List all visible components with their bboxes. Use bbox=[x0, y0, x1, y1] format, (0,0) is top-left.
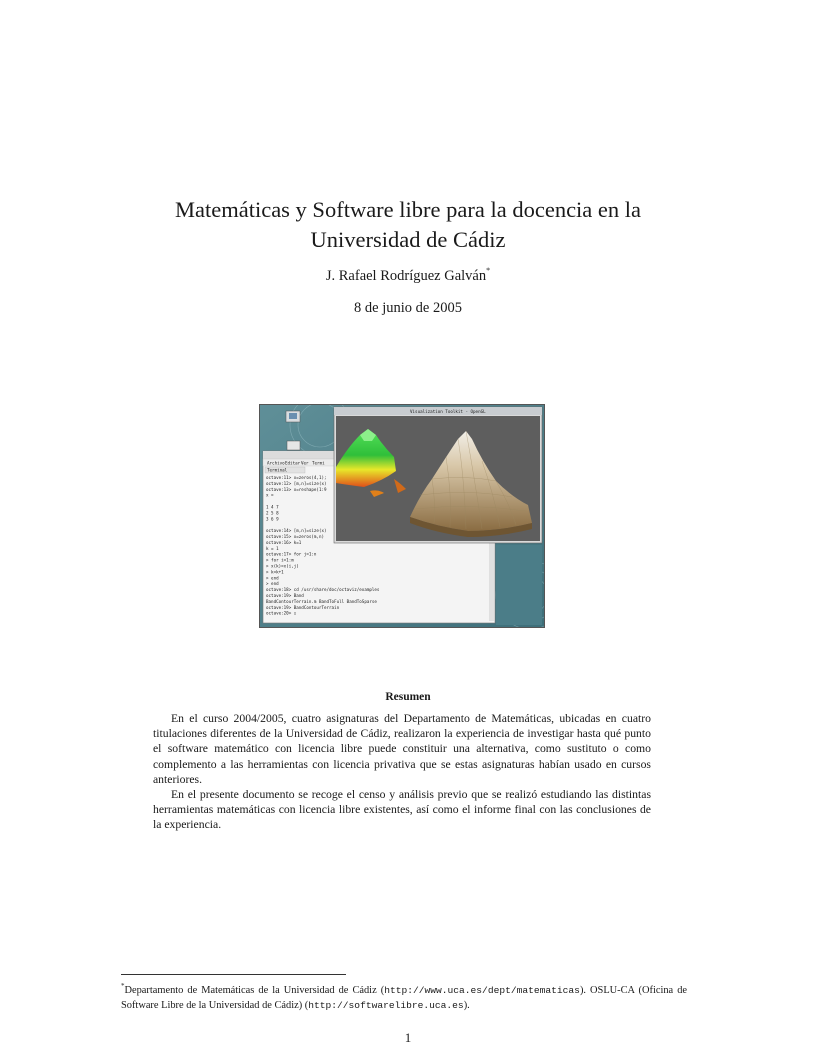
date: 8 de junio de 2005 bbox=[354, 300, 462, 316]
terminal-line: k = 1 bbox=[266, 545, 279, 551]
terminal-line: octave:19> BandContourTerrain bbox=[266, 604, 340, 610]
terminal-line: > x(k)=x(i,j) bbox=[266, 563, 299, 569]
terminal-line: > end bbox=[266, 575, 279, 581]
terminal-line: > for i=1:m bbox=[266, 557, 294, 563]
paper-title bbox=[100, 195, 716, 255]
terminal-line: octave:11> x=zeros(4,1); bbox=[266, 475, 327, 480]
terminal-line: x = bbox=[266, 492, 274, 498]
terminal-line: octave:13> x=reshape(1:9 bbox=[266, 486, 327, 492]
author bbox=[100, 266, 716, 285]
menu-terminal: Termi bbox=[312, 460, 325, 466]
menu-editar: Editar bbox=[285, 460, 301, 466]
title-line-1: Matemáticas y Software libre para la docencia en la bbox=[174, 197, 642, 222]
footnote bbox=[121, 979, 687, 1013]
abstract-paragraph-1: En el curso 2004/2005, cuatro asignaturas del Departamento de Matemáticas, ubicadas en cuatro titulaciones diferentes de la Universidad de Cádiz, realizaron la experiencia de investigar hasta qué punto el software matemático con licencia libre puede constituir una alternativa, como sustituto o como complemento a las herramientas con licencia privativa que se estas asignaturas habían usado en cursos anteriores. bbox=[153, 712, 651, 786]
footnote-text-3: ). bbox=[463, 999, 470, 1011]
terminal-line: octave:12> [m,n]=size(x) bbox=[266, 480, 327, 486]
terminal-tab: Terminal bbox=[267, 467, 288, 473]
footnote-rule bbox=[121, 974, 346, 975]
folder-icon bbox=[287, 441, 300, 450]
terminal-line: 2 5 8 bbox=[266, 510, 279, 516]
terminal-line: > end bbox=[266, 581, 279, 587]
terminal-line: octave:15> x=zeros(m,n) bbox=[266, 534, 324, 539]
footnote-mark: * bbox=[121, 982, 125, 990]
terminal-line: > k=k+1 bbox=[266, 569, 284, 575]
footnote-url-dept[interactable]: http://www.uca.es/dept/matematicas bbox=[384, 985, 580, 996]
title-line-2: Universidad de Cádiz bbox=[310, 227, 506, 252]
page-number: 1 bbox=[404, 1030, 412, 1045]
terminal-line: octave:20> ▯ bbox=[266, 610, 297, 616]
footnote-text-2: ). OSLU-CA (Oficina de Software Libre de la Universidad de Cádiz) ( bbox=[121, 985, 688, 1011]
terminal-line: octave:16> k=1 bbox=[266, 539, 302, 545]
terminal-line: 1 4 7 bbox=[266, 504, 279, 510]
author-footnote-mark[interactable]: * bbox=[486, 266, 491, 275]
desktop-screenshot bbox=[260, 405, 544, 627]
menu-ver: Ver bbox=[301, 460, 309, 466]
abstract-heading: Resumen bbox=[385, 691, 431, 703]
vtk-viewer-window bbox=[334, 407, 542, 543]
footnote-url-osluca[interactable]: http://softwarelibre.uca.es bbox=[308, 999, 464, 1011]
terminal-line: 3 6 9 bbox=[266, 516, 279, 522]
menu-archivo: Archivo bbox=[267, 460, 285, 466]
viewer-title: Visualization Toolkit - OpenGL bbox=[410, 409, 486, 414]
terminal-line: BandContourTerrain.m BandToFull BandToSparse bbox=[266, 598, 377, 604]
screenshot-figure bbox=[259, 404, 545, 628]
terminal-line: octave:18> cd /usr/share/doc/octaviz/examples bbox=[266, 587, 380, 593]
terminal-line: octave:17> for j=1:n bbox=[266, 551, 317, 557]
abstract-body bbox=[153, 711, 651, 833]
author-name: J. Rafael Rodríguez Galván bbox=[325, 268, 487, 284]
abstract-paragraph-2: En el presente documento se recoge el censo y análisis previo que se realizó estudiando las distintas herramientas matemáticas con licencia libre existentes, así como el informe final con las conclusiones de la experiencia. bbox=[153, 788, 651, 832]
footnote-text-1: Departamento de Matemáticas de la Universidad de Cádiz ( bbox=[124, 985, 385, 996]
terminal-line: octave:19> Band bbox=[266, 593, 304, 598]
terminal-line: octave:14> [m,n]=size(x) bbox=[266, 528, 327, 534]
